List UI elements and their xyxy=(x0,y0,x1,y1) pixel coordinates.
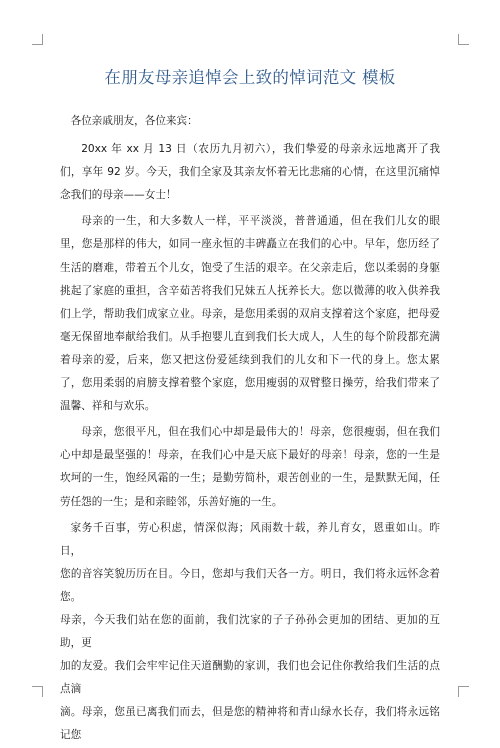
document-title: 在朋友母亲追悼会上致的悼词范文 模板 xyxy=(104,68,396,87)
closing-line-1: 家务千百事，劳心积虑，情深似海；风雨数十载，养儿育女，恩重如山。昨日， xyxy=(60,521,440,557)
crop-mark-top-left xyxy=(32,34,43,45)
paragraph-1: 20xx 年 xx 月 13 日（农历九月初六），我们挚爱的母亲永远地离开了我们，享年 92 岁。今天，我们全家及其亲友怀着无比悲痛的心情，在这里沉痛悼念我们的母亲——女士！ xyxy=(60,143,440,202)
closing-line-5: 滴。母亲，您虽已离我们而去，但是您的精神将和青山绿水长存，我们将永远铭记您 xyxy=(60,706,440,742)
closing-line-4: 加的友爱。我们会牢牢记住天道酬勤的家训，我们也会记住你教给我们生活的点点滴 xyxy=(60,660,440,696)
closing-line-2: 您的音容笑貌历历在目。今日，您却与我们天各一方。明日，我们将永远怀念着您。 xyxy=(60,567,440,603)
document-body xyxy=(60,110,440,748)
paragraph-2: 母亲的一生，和大多数人一样，平平淡淡，普普通通，但在我们儿女的眼里，您是那样的伟大，如同一座永恒的丰碑矗立在我们的心中。早年，您历经了生活的磨难，带着五个儿女，饱受了生活的艰辛。在父亲走后，您以柔弱的身躯挑起了家庭的重担，含辛茹苦将我们兄妹五人抚养长大。您以微薄的收入供养我们上学，帮助我们成家立业。母亲，是您用柔弱的双肩支撑着这个家庭，把母爱毫无保留地奉献给我们。从手抱婴儿直到我们长大成人，人生的每个阶段都充满着母亲的爱，后来，您又把这份爱延续到我们的儿女和下一代的身上。您太累了，您用柔弱的肩膀支撑着整个家庭，您用瘦弱的双臂整日操劳，给我们带来了温馨、祥和与欢乐。 xyxy=(60,215,440,413)
crop-mark-bottom-right xyxy=(458,686,469,697)
salutation: 各位亲戚朋友，各位来宾： xyxy=(70,115,198,127)
paragraph-3: 母亲，您很平凡，但在我们心中却是最伟大的！母亲，您很瘦弱，但在我们心中却是最坚强的！母亲，在我们心中是天底下最好的母亲！母亲，您的一生是坎坷的一生，饱经风霜的一生；是勤劳简朴，艰苦创业的一生，是默默无闻，任劳任怨的一生；是和亲睦邻，乐善好施的一生。 xyxy=(60,426,440,508)
closing-line-3: 母亲，今天我们站在您的面前，我们沈家的子子孙孙会更加的团结、更加的互助，更 xyxy=(60,613,440,650)
crop-mark-bottom-left xyxy=(32,686,43,697)
crop-mark-top-right xyxy=(458,34,469,45)
